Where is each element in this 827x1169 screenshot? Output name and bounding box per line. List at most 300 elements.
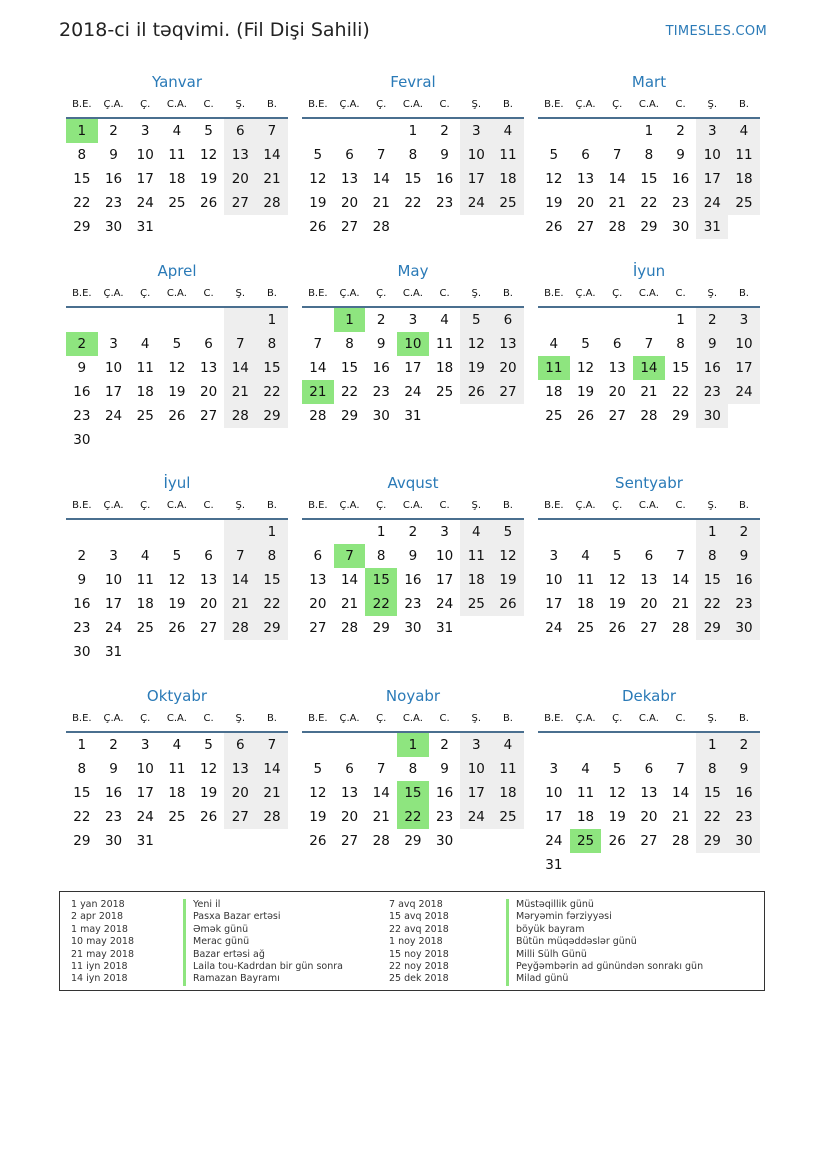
day-cell[interactable]: 19 — [608, 596, 626, 612]
day-cell[interactable]: 11 — [168, 147, 186, 163]
day-cell[interactable]: 4 — [549, 336, 559, 352]
day-cell[interactable]: 18 — [460, 568, 492, 592]
day-cell[interactable]: 5 — [204, 737, 213, 753]
day-cell[interactable]: 12 — [200, 761, 218, 777]
day-cell[interactable]: 18 — [136, 596, 154, 612]
day-cell[interactable]: 29 — [696, 616, 728, 640]
holiday-day-cell[interactable]: 14 — [633, 356, 665, 380]
day-cell[interactable]: 25 — [576, 620, 595, 636]
day-cell[interactable]: 7 — [376, 147, 386, 163]
day-cell[interactable]: 24 — [104, 408, 123, 424]
day-cell[interactable]: 3 — [408, 312, 418, 328]
day-cell[interactable]: 23 — [728, 592, 760, 616]
day-cell[interactable]: 12 — [608, 572, 626, 588]
day-cell[interactable]: 22 — [73, 809, 91, 825]
day-cell[interactable]: 14 — [672, 785, 690, 801]
day-cell[interactable]: 3 — [140, 737, 150, 753]
day-cell[interactable]: 6 — [345, 761, 354, 777]
day-cell[interactable]: 6 — [644, 548, 654, 564]
day-cell[interactable]: 18 — [576, 596, 595, 612]
day-cell[interactable]: 4 — [140, 548, 150, 564]
day-cell[interactable]: 13 — [640, 785, 658, 801]
day-cell[interactable]: 21 — [224, 592, 256, 616]
holiday-day-cell[interactable]: 15 — [365, 568, 397, 592]
day-cell[interactable]: 26 — [608, 620, 626, 636]
day-cell[interactable]: 13 — [200, 360, 218, 376]
day-cell[interactable]: 11 — [576, 785, 595, 801]
day-cell[interactable]: 29 — [404, 833, 422, 849]
day-cell[interactable]: 31 — [696, 215, 728, 239]
day-cell[interactable]: 14 — [608, 171, 626, 187]
day-cell[interactable]: 22 — [696, 805, 728, 829]
day-cell[interactable]: 5 — [612, 548, 622, 564]
day-cell[interactable]: 1 — [256, 520, 288, 544]
day-cell[interactable]: 26 — [309, 833, 327, 849]
holiday-day-cell[interactable]: 2 — [66, 332, 98, 356]
day-cell[interactable]: 19 — [200, 171, 218, 187]
day-cell[interactable]: 25 — [136, 620, 154, 636]
day-cell[interactable]: 5 — [172, 548, 182, 564]
day-cell[interactable]: 7 — [676, 761, 685, 777]
day-cell[interactable]: 7 — [612, 147, 622, 163]
holiday-day-cell[interactable]: 25 — [570, 829, 602, 853]
day-cell[interactable]: 10 — [136, 147, 154, 163]
day-cell[interactable]: 2 — [728, 733, 760, 757]
day-cell[interactable]: 3 — [109, 336, 118, 352]
day-cell[interactable]: 8 — [77, 761, 87, 777]
day-cell[interactable]: 5 — [460, 308, 492, 332]
day-cell[interactable]: 15 — [672, 360, 690, 376]
day-cell[interactable]: 2 — [696, 308, 728, 332]
day-cell[interactable]: 16 — [696, 356, 728, 380]
day-cell[interactable]: 18 — [436, 360, 454, 376]
day-cell[interactable]: 18 — [168, 785, 186, 801]
day-cell[interactable]: 12 — [309, 785, 327, 801]
day-cell[interactable]: 23 — [104, 195, 123, 211]
day-cell[interactable]: 17 — [104, 384, 123, 400]
day-cell[interactable]: 1 — [676, 312, 685, 328]
day-cell[interactable]: 20 — [200, 596, 218, 612]
day-cell[interactable]: 28 — [224, 616, 256, 640]
day-cell[interactable]: 30 — [73, 432, 91, 448]
day-cell[interactable]: 3 — [460, 119, 492, 143]
day-cell[interactable]: 8 — [696, 544, 728, 568]
day-cell[interactable]: 5 — [172, 336, 182, 352]
day-cell[interactable]: 4 — [492, 733, 524, 757]
day-cell[interactable]: 10 — [728, 332, 760, 356]
day-cell[interactable]: 26 — [200, 809, 218, 825]
day-cell[interactable]: 3 — [549, 548, 559, 564]
day-cell[interactable]: 16 — [104, 785, 123, 801]
day-cell[interactable]: 20 — [492, 356, 524, 380]
day-cell[interactable]: 21 — [224, 380, 256, 404]
day-cell[interactable]: 4 — [440, 312, 449, 328]
day-cell[interactable]: 21 — [672, 596, 690, 612]
day-cell[interactable]: 27 — [224, 191, 256, 215]
day-cell[interactable]: 5 — [313, 147, 323, 163]
day-cell[interactable]: 26 — [576, 408, 595, 424]
day-cell[interactable]: 19 — [309, 195, 327, 211]
day-cell[interactable]: 19 — [168, 596, 186, 612]
day-cell[interactable]: 16 — [436, 171, 454, 187]
day-cell[interactable]: 27 — [340, 219, 359, 235]
day-cell[interactable]: 14 — [372, 171, 390, 187]
day-cell[interactable]: 6 — [581, 147, 590, 163]
day-cell[interactable]: 24 — [728, 380, 760, 404]
day-cell[interactable]: 30 — [404, 620, 422, 636]
day-cell[interactable]: 13 — [224, 757, 256, 781]
holiday-day-cell[interactable]: 21 — [302, 380, 334, 404]
day-cell[interactable]: 9 — [728, 544, 760, 568]
day-cell[interactable]: 5 — [204, 123, 213, 139]
day-cell[interactable]: 9 — [440, 761, 449, 777]
day-cell[interactable]: 15 — [696, 568, 728, 592]
brand-logo[interactable]: TIMESLES.COM — [665, 24, 767, 39]
day-cell[interactable]: 24 — [136, 195, 154, 211]
day-cell[interactable]: 7 — [676, 548, 685, 564]
day-cell[interactable]: 3 — [728, 308, 760, 332]
day-cell[interactable]: 1 — [256, 308, 288, 332]
day-cell[interactable]: 1 — [77, 737, 87, 753]
day-cell[interactable]: 24 — [104, 620, 123, 636]
day-cell[interactable]: 25 — [168, 195, 186, 211]
day-cell[interactable]: 9 — [440, 147, 449, 163]
day-cell[interactable]: 9 — [109, 761, 118, 777]
day-cell[interactable]: 14 — [372, 785, 390, 801]
day-cell[interactable]: 26 — [200, 195, 218, 211]
day-cell[interactable]: 3 — [109, 548, 118, 564]
day-cell[interactable]: 18 — [136, 384, 154, 400]
day-cell[interactable]: 18 — [492, 167, 524, 191]
day-cell[interactable]: 14 — [256, 757, 288, 781]
day-cell[interactable]: 28 — [340, 620, 359, 636]
day-cell[interactable]: 28 — [372, 833, 390, 849]
day-cell[interactable]: 4 — [460, 520, 492, 544]
day-cell[interactable]: 27 — [340, 833, 359, 849]
day-cell[interactable]: 10 — [136, 761, 154, 777]
day-cell[interactable]: 9 — [77, 360, 87, 376]
day-cell[interactable]: 28 — [372, 219, 390, 235]
day-cell[interactable]: 12 — [576, 360, 595, 376]
day-cell[interactable]: 27 — [200, 620, 218, 636]
day-cell[interactable]: 2 — [728, 520, 760, 544]
day-cell[interactable]: 30 — [372, 408, 390, 424]
day-cell[interactable]: 9 — [696, 332, 728, 356]
day-cell[interactable]: 8 — [256, 544, 288, 568]
day-cell[interactable]: 31 — [136, 219, 154, 235]
day-cell[interactable]: 30 — [728, 616, 760, 640]
day-cell[interactable]: 20 — [309, 596, 327, 612]
day-cell[interactable]: 4 — [728, 119, 760, 143]
day-cell[interactable]: 19 — [460, 356, 492, 380]
day-cell[interactable]: 15 — [340, 360, 359, 376]
day-cell[interactable]: 31 — [104, 644, 123, 660]
day-cell[interactable]: 26 — [492, 592, 524, 616]
day-cell[interactable]: 8 — [408, 761, 418, 777]
day-cell[interactable]: 21 — [372, 195, 390, 211]
day-cell[interactable]: 18 — [728, 167, 760, 191]
day-cell[interactable]: 30 — [728, 829, 760, 853]
day-cell[interactable]: 26 — [460, 380, 492, 404]
day-cell[interactable]: 19 — [576, 384, 595, 400]
day-cell[interactable]: 3 — [140, 123, 150, 139]
day-cell[interactable]: 4 — [172, 123, 182, 139]
day-cell[interactable]: 29 — [340, 408, 359, 424]
day-cell[interactable]: 5 — [612, 761, 622, 777]
day-cell[interactable]: 10 — [545, 785, 563, 801]
day-cell[interactable]: 2 — [676, 123, 685, 139]
day-cell[interactable]: 13 — [608, 360, 626, 376]
day-cell[interactable]: 11 — [136, 360, 154, 376]
day-cell[interactable]: 9 — [109, 147, 118, 163]
day-cell[interactable]: 6 — [492, 308, 524, 332]
day-cell[interactable]: 25 — [728, 191, 760, 215]
day-cell[interactable]: 28 — [224, 404, 256, 428]
day-cell[interactable]: 20 — [576, 195, 595, 211]
day-cell[interactable]: 21 — [372, 809, 390, 825]
day-cell[interactable]: 6 — [644, 761, 654, 777]
holiday-day-cell[interactable]: 22 — [365, 592, 397, 616]
day-cell[interactable]: 25 — [492, 805, 524, 829]
day-cell[interactable]: 29 — [73, 219, 91, 235]
day-cell[interactable]: 7 — [224, 332, 256, 356]
day-cell[interactable]: 8 — [256, 332, 288, 356]
day-cell[interactable]: 8 — [676, 336, 685, 352]
day-cell[interactable]: 14 — [672, 572, 690, 588]
day-cell[interactable]: 7 — [224, 544, 256, 568]
day-cell[interactable]: 15 — [256, 568, 288, 592]
holiday-day-cell[interactable]: 22 — [397, 805, 429, 829]
day-cell[interactable]: 27 — [200, 408, 218, 424]
day-cell[interactable]: 17 — [404, 360, 422, 376]
day-cell[interactable]: 20 — [340, 809, 359, 825]
day-cell[interactable]: 21 — [256, 167, 288, 191]
day-cell[interactable]: 15 — [696, 781, 728, 805]
day-cell[interactable]: 20 — [224, 781, 256, 805]
day-cell[interactable]: 1 — [696, 733, 728, 757]
day-cell[interactable]: 28 — [608, 219, 626, 235]
day-cell[interactable]: 27 — [608, 408, 626, 424]
day-cell[interactable]: 26 — [168, 620, 186, 636]
day-cell[interactable]: 16 — [728, 781, 760, 805]
day-cell[interactable]: 4 — [492, 119, 524, 143]
day-cell[interactable]: 12 — [545, 171, 563, 187]
day-cell[interactable]: 14 — [224, 356, 256, 380]
day-cell[interactable]: 16 — [104, 171, 123, 187]
day-cell[interactable]: 27 — [492, 380, 524, 404]
holiday-day-cell[interactable]: 7 — [334, 544, 366, 568]
day-cell[interactable]: 23 — [436, 195, 454, 211]
day-cell[interactable]: 12 — [492, 544, 524, 568]
day-cell[interactable]: 30 — [104, 219, 123, 235]
day-cell[interactable]: 24 — [404, 384, 422, 400]
day-cell[interactable]: 19 — [608, 809, 626, 825]
day-cell[interactable]: 6 — [224, 733, 256, 757]
day-cell[interactable]: 8 — [345, 336, 354, 352]
day-cell[interactable]: 2 — [440, 123, 449, 139]
day-cell[interactable]: 14 — [224, 568, 256, 592]
day-cell[interactable]: 11 — [576, 572, 595, 588]
day-cell[interactable]: 19 — [492, 568, 524, 592]
day-cell[interactable]: 6 — [224, 119, 256, 143]
day-cell[interactable]: 1 — [408, 123, 418, 139]
day-cell[interactable]: 10 — [696, 143, 728, 167]
day-cell[interactable]: 27 — [576, 219, 595, 235]
day-cell[interactable]: 2 — [408, 524, 418, 540]
day-cell[interactable]: 8 — [408, 147, 418, 163]
holiday-day-cell[interactable]: 1 — [334, 308, 366, 332]
day-cell[interactable]: 11 — [168, 761, 186, 777]
day-cell[interactable]: 25 — [460, 592, 492, 616]
day-cell[interactable]: 16 — [73, 596, 91, 612]
day-cell[interactable]: 6 — [345, 147, 354, 163]
day-cell[interactable]: 5 — [581, 336, 590, 352]
day-cell[interactable]: 11 — [728, 143, 760, 167]
day-cell[interactable]: 14 — [340, 572, 359, 588]
day-cell[interactable]: 31 — [136, 833, 154, 849]
day-cell[interactable]: 10 — [104, 572, 123, 588]
day-cell[interactable]: 12 — [608, 785, 626, 801]
day-cell[interactable]: 23 — [672, 195, 690, 211]
day-cell[interactable]: 6 — [204, 548, 213, 564]
day-cell[interactable]: 19 — [168, 384, 186, 400]
day-cell[interactable]: 10 — [460, 757, 492, 781]
day-cell[interactable]: 16 — [672, 171, 690, 187]
day-cell[interactable]: 23 — [372, 384, 390, 400]
day-cell[interactable]: 18 — [545, 384, 563, 400]
day-cell[interactable]: 23 — [696, 380, 728, 404]
day-cell[interactable]: 20 — [340, 195, 359, 211]
day-cell[interactable]: 10 — [104, 360, 123, 376]
day-cell[interactable]: 28 — [309, 408, 327, 424]
day-cell[interactable]: 31 — [545, 857, 563, 873]
day-cell[interactable]: 22 — [640, 195, 658, 211]
day-cell[interactable]: 27 — [640, 833, 658, 849]
holiday-day-cell[interactable]: 1 — [397, 733, 429, 757]
day-cell[interactable]: 16 — [728, 568, 760, 592]
day-cell[interactable]: 25 — [492, 191, 524, 215]
day-cell[interactable]: 30 — [73, 644, 91, 660]
day-cell[interactable]: 13 — [640, 572, 658, 588]
day-cell[interactable]: 18 — [576, 809, 595, 825]
day-cell[interactable]: 29 — [640, 219, 658, 235]
day-cell[interactable]: 17 — [460, 781, 492, 805]
day-cell[interactable]: 16 — [404, 572, 422, 588]
day-cell[interactable]: 13 — [200, 572, 218, 588]
day-cell[interactable]: 19 — [200, 785, 218, 801]
day-cell[interactable]: 23 — [73, 620, 91, 636]
day-cell[interactable]: 30 — [436, 833, 454, 849]
day-cell[interactable]: 29 — [73, 833, 91, 849]
day-cell[interactable]: 24 — [460, 191, 492, 215]
day-cell[interactable]: 29 — [256, 404, 288, 428]
day-cell[interactable]: 28 — [640, 408, 658, 424]
day-cell[interactable]: 25 — [168, 809, 186, 825]
day-cell[interactable]: 6 — [204, 336, 213, 352]
day-cell[interactable]: 22 — [404, 195, 422, 211]
day-cell[interactable]: 21 — [608, 195, 626, 211]
day-cell[interactable]: 1 — [644, 123, 654, 139]
day-cell[interactable]: 23 — [728, 805, 760, 829]
day-cell[interactable]: 10 — [545, 572, 563, 588]
day-cell[interactable]: 16 — [372, 360, 390, 376]
day-cell[interactable]: 27 — [224, 805, 256, 829]
day-cell[interactable]: 20 — [224, 167, 256, 191]
day-cell[interactable]: 28 — [256, 191, 288, 215]
day-cell[interactable]: 3 — [696, 119, 728, 143]
day-cell[interactable]: 10 — [460, 143, 492, 167]
day-cell[interactable]: 17 — [545, 809, 563, 825]
day-cell[interactable]: 29 — [256, 616, 288, 640]
day-cell[interactable]: 13 — [340, 785, 359, 801]
day-cell[interactable]: 1 — [376, 524, 386, 540]
day-cell[interactable]: 12 — [200, 147, 218, 163]
day-cell[interactable]: 4 — [172, 737, 182, 753]
day-cell[interactable]: 8 — [376, 548, 386, 564]
day-cell[interactable]: 20 — [640, 596, 658, 612]
day-cell[interactable]: 17 — [696, 167, 728, 191]
day-cell[interactable]: 2 — [109, 123, 118, 139]
day-cell[interactable]: 23 — [104, 809, 123, 825]
day-cell[interactable]: 24 — [436, 596, 454, 612]
day-cell[interactable]: 10 — [436, 548, 454, 564]
holiday-day-cell[interactable]: 10 — [397, 332, 429, 356]
day-cell[interactable]: 27 — [640, 620, 658, 636]
day-cell[interactable]: 23 — [404, 596, 422, 612]
day-cell[interactable]: 4 — [581, 761, 590, 777]
day-cell[interactable]: 9 — [376, 336, 386, 352]
day-cell[interactable]: 25 — [436, 384, 454, 400]
day-cell[interactable]: 27 — [309, 620, 327, 636]
day-cell[interactable]: 23 — [73, 408, 91, 424]
day-cell[interactable]: 30 — [696, 404, 728, 428]
day-cell[interactable]: 20 — [640, 809, 658, 825]
day-cell[interactable]: 3 — [549, 761, 559, 777]
day-cell[interactable]: 22 — [696, 592, 728, 616]
day-cell[interactable]: 13 — [309, 572, 327, 588]
day-cell[interactable]: 18 — [492, 781, 524, 805]
day-cell[interactable]: 15 — [404, 171, 422, 187]
day-cell[interactable]: 6 — [313, 548, 323, 564]
day-cell[interactable]: 6 — [612, 336, 622, 352]
day-cell[interactable]: 7 — [313, 336, 323, 352]
day-cell[interactable]: 9 — [408, 548, 418, 564]
day-cell[interactable]: 12 — [460, 332, 492, 356]
day-cell[interactable]: 5 — [313, 761, 323, 777]
day-cell[interactable]: 21 — [640, 384, 658, 400]
day-cell[interactable]: 11 — [136, 572, 154, 588]
day-cell[interactable]: 25 — [136, 408, 154, 424]
day-cell[interactable]: 3 — [460, 733, 492, 757]
day-cell[interactable]: 26 — [309, 219, 327, 235]
day-cell[interactable]: 28 — [672, 833, 690, 849]
day-cell[interactable]: 15 — [73, 171, 91, 187]
day-cell[interactable]: 17 — [104, 596, 123, 612]
day-cell[interactable]: 24 — [545, 833, 563, 849]
day-cell[interactable]: 22 — [73, 195, 91, 211]
day-cell[interactable]: 4 — [581, 548, 590, 564]
day-cell[interactable]: 24 — [696, 191, 728, 215]
day-cell[interactable]: 23 — [436, 809, 454, 825]
day-cell[interactable]: 31 — [436, 620, 454, 636]
day-cell[interactable]: 16 — [436, 785, 454, 801]
day-cell[interactable]: 28 — [672, 620, 690, 636]
day-cell[interactable]: 22 — [672, 384, 690, 400]
day-cell[interactable]: 12 — [309, 171, 327, 187]
day-cell[interactable]: 29 — [372, 620, 390, 636]
day-cell[interactable]: 30 — [672, 219, 690, 235]
day-cell[interactable]: 8 — [644, 147, 654, 163]
